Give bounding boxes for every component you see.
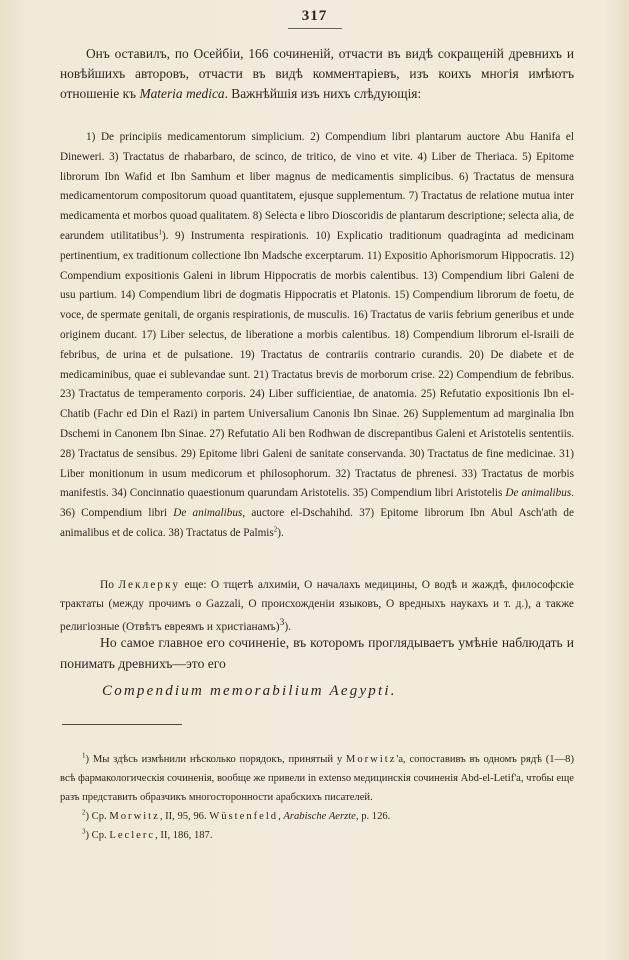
footnote-2-mark: 2 (82, 808, 86, 817)
footnote-ref-2: 2 (273, 525, 278, 534)
footnote-2-c: , (278, 811, 284, 822)
latin-part-2: ). 9) Instrumenta respirationis. 10) Explicatio traditionum quadraginta ad medicinam pertinentium, ex traditionum collectione Ibn Madsche excerptarum. 11) Expositio Aphorismorum Hippocratis. 12) Compendium expositionis Galeni in librum Hippocratis de morbis calentibus. 13) Compendium libri Galeni de usu partium. 14) Compendium libri de dogmatis Hippocratis et Platonis. 15) Compendium librorum de foetu, de voce, de spermate genitali, de organis respirationis, de musculis. 16) Tractatus de variis febrium generibus et unde originem ducant. 17) Liber selectus, de liberatione a morbis calentibus. 18) Compendium librorum el-Israili de febribus, de urina et de pulsatione. 19) Tractatus de contrariis contrario curandis. 20) De diabete et de medicaminibus, quae ei sublevandae sunt. 21) Tractatus brevis de morborum crise. 22) Compendium de febribus. 23) Tractatus de temperamento corporis. 24) Liber sufficientiae, de anatomia. 25) Refutatio expositionis Ibn el-Chatib (Fachr ed Din el Razi) in partem Universalium Canonis Ibn Sinae. 26) Supplementum ad marginalia Ibn Dschemi in Canonem Ibn Sinae. 27) Refutatio Ali ben Rodhwan de discrepantibus Galeni et Aristotelis sententiis. 28) Tractatus de sensibus. 29) Epitome libri Galeni de sanitate conservanda. 30) Tractatus de fine medicinae. 31) Liber monitionum in usum medicorum et philosophorum. 32) Tractatus de phrenesi. 33) Tractatus de morbis manifestis. 34) Concinnatio quaestionum quarundam Aristotelis. 35) Compendium libri Aristotelis (60, 229, 574, 500)
footnote-2-a: ) Ср. (85, 811, 110, 822)
footnote-3-name: Leclerc (109, 830, 156, 841)
footnote-ref-1: 1 (158, 228, 162, 237)
footnote-1-b: 'а, сопоставивъ въ одномъ рядѣ (1—8) всѣ фармакологическія сочиненія, вообще же привели in extenso медицинскія сочиненія Abd-el-Letif'а, чтобы еще разъ представить образчикъ многосторонности арабскихъ писателей. (60, 754, 574, 803)
latin-part-4: , auctore el-Dschahihd. 37) Epitome librorum Ibn Abul Asch'ath de animalibus et de colica. 38) Tractatus de Palmis (60, 507, 574, 539)
latin-part-5: ). (277, 526, 284, 539)
latin-italic-1: De animalibus (505, 487, 572, 500)
leclerc-lead: По (100, 579, 119, 591)
footnote-1-mark: 1 (82, 751, 86, 760)
closing-text: Но самое главное его сочиненіе, въ которомъ проглядываетъ умѣніе наблюдать и понимать древнихъ—это его (60, 635, 574, 671)
work-title: Compendium memorabilium Aegypti. (102, 683, 397, 699)
footnote-divider (62, 724, 182, 725)
intro-paragraph (60, 44, 574, 104)
closing-paragraph (60, 632, 574, 674)
intro-text: Онъ оставилъ, по Осейбіи, 166 сочиненій, отчасти въ видѣ сокращеній древнихъ и новѣйшихъ авторовъ, отчасти въ видѣ комментаріевъ, изъ коихъ многія имѣютъ отношеніе къ (60, 46, 574, 101)
intro-italic: Materia medica (139, 86, 225, 101)
latin-part-3: . 36) Compendium libri (60, 487, 574, 520)
latin-works-list (60, 128, 574, 544)
footnote-2 (60, 807, 574, 826)
footnote-1-name: Morwitz (345, 754, 397, 765)
latin-italic-2: De animalibus (173, 507, 243, 520)
intro-after: . Важнѣйшія изъ нихъ слѣдующія: (224, 86, 422, 101)
footnotes (60, 750, 574, 845)
footnote-1-a: ) Мы здѣсь измѣнили нѣсколько порядокъ, принятый у (85, 754, 346, 765)
footnote-3-b: , II, 186, 187. (155, 830, 213, 841)
footnote-2-italic: Arabische Aerzte (283, 811, 356, 822)
footnote-3 (60, 826, 574, 845)
footnote-1 (60, 750, 574, 807)
leclerc-text: еще: О тщетѣ алхиміи, О началахъ медицины, О водѣ и жаждѣ, философскіе трактаты (между прочимъ о Gazzali, О происхожденіи языковъ, О вредныхъ наукахъ и т. д.), а также религіозные (Отвѣтъ евреямъ и христіанамъ) (60, 579, 574, 633)
footnote-2-name: Morwitz (109, 811, 160, 822)
footnote-ref-3: 3 (279, 618, 285, 628)
footnote-2-d: , p. 126. (355, 811, 391, 822)
page-number: 317 (301, 8, 328, 24)
footnote-3-a: ) Ср. (85, 830, 110, 841)
footnote-2-b: , II, 95, 96. (159, 811, 210, 822)
header-rule (288, 28, 342, 29)
footnote-2-name2: Wüstenfeld (209, 811, 279, 822)
footnote-3-mark: 3 (82, 827, 86, 836)
leclerc-end: ). (284, 620, 291, 633)
latin-part-1: 1) De principiis medicamentorum simplicium. 2) Compendium libri plantarum auctore Abu Hanifa el Dineweri. 3) Tractatus de rhabarbaro, de scinco, de tritico, de vino et vite. 4) Liber de Theriaca. 5) Epitome librorum Ibn Wafid et Ibn Samhum et liber magnus de medicamentis simplicibus. 6) Tractatus de mensura medicamentorum compositorum quoad quantitatem, ejusque supplementum. 7) Tractatus de relatione mutua inter medicamenta et morbos quoad qualitatem. 8) Selecta e libro Dioscoridis de plantarum descriptione; selecta alia, de earundem utilitatibus (60, 131, 574, 242)
leclerc-paragraph (60, 576, 574, 637)
leclerc-name: Леклерку (118, 579, 181, 591)
